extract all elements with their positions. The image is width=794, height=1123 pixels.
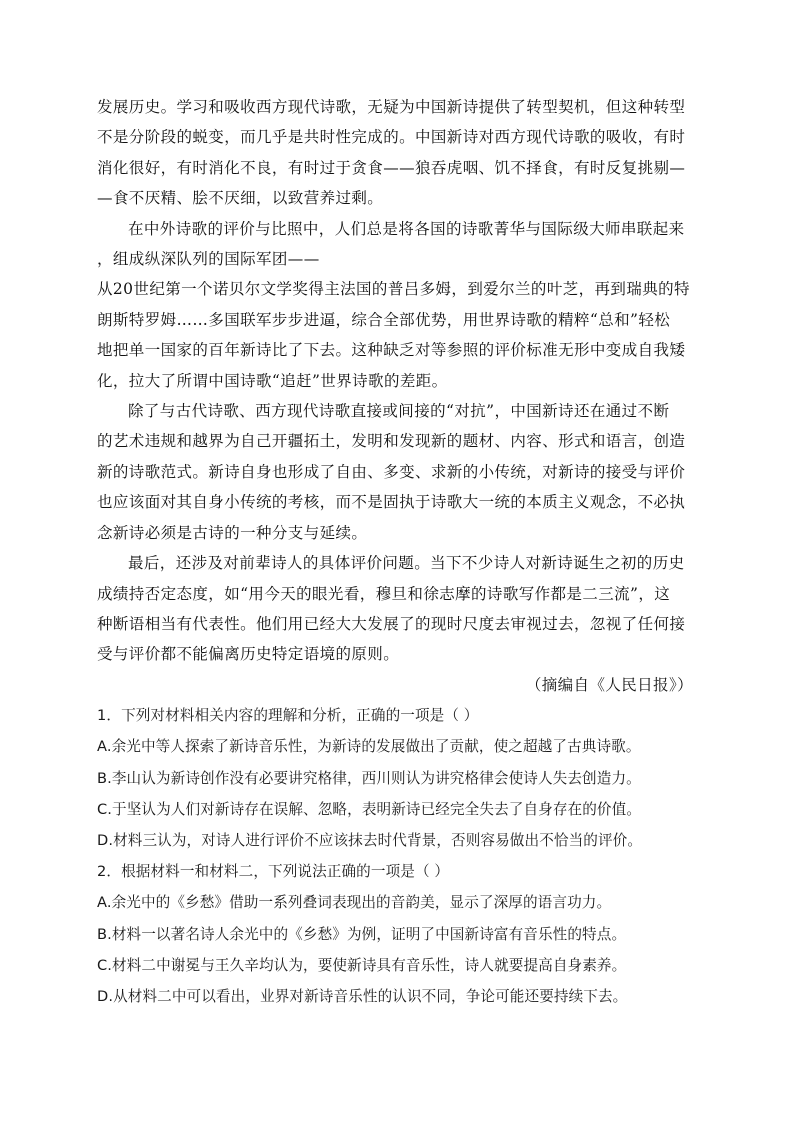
text-line: 消化很好，有时消化不良，有时过于贪食——狼吞虎咽、饥不择食，有时反复挑剔—	[97, 158, 686, 177]
text-line: ，组成纵深队列的国际军团——	[97, 250, 320, 269]
text-line	[97, 548, 693, 578]
text-line: 的艺术违规和越界为自己开疆拓土，发明和发现新的题材、内容、形式和语言，创造	[97, 432, 686, 451]
option-b: B.材料一以著名诗人余光中的《乡愁》为例，证明了中国新诗富有音乐性的特点。	[97, 925, 627, 943]
text-line: 地把单一国家的百年新诗比了下去。这种缺乏对等参照的评价标准无形中变成自我矮	[97, 341, 686, 360]
option-a: A.余光中的《乡愁》借助一系列叠词表现出的音韵美，显示了深厚的语言功力。	[97, 894, 612, 912]
text-line-content: 在中外诗歌的评价与比照中，人们总是将各国的诗歌菁华与国际级大师串联起来	[128, 219, 685, 238]
source-citation: （摘编自《人民日报》）	[525, 675, 693, 694]
paragraph-2	[97, 214, 693, 396]
question-stem: 1．下列对材料相关内容的理解和分析，正确的一项是（ ）	[97, 707, 479, 725]
text-line: 发展历史。学习和吸收西方现代诗歌，无疑为中国新诗提供了转型契机，但这种转型	[97, 98, 686, 116]
text-line: 不是分阶段的蜕变，而几乎是共时性完成的。中国新诗对西方现代诗歌的吸收，有时	[97, 128, 686, 147]
option-d: D.从材料二中可以看出，业界对新诗音乐性的认识不同，争论可能还要持续下去。	[97, 987, 628, 1005]
text-line-content: 除了与古代诗歌、西方现代诗歌直接或间接的“对抗”，中国新诗还在通过不断	[128, 402, 670, 421]
text-line	[97, 396, 693, 426]
document-page	[97, 92, 693, 1012]
paragraph-4	[97, 548, 693, 670]
text-line	[97, 214, 693, 244]
option-c: C.于坚认为人们对新诗存在误解、忽略，表明新诗已经完全失去了自身存在的价值。	[97, 800, 642, 818]
text-line-content: 最后，还涉及对前辈诗人的具体评价问题。当下不少诗人对新诗诞生之初的历史	[128, 554, 685, 573]
text-line: 新的诗歌范式。新诗自身也形成了自由、多变、求新的小传统，对新诗的接受与评价	[97, 462, 686, 481]
text-line: 也应该面对其自身小传统的考核，而不是固执于诗歌大一统的本质主义观念，不必执	[97, 493, 686, 512]
text-line: 成绩持否定态度，如“用今天的眼光看，穆旦和徐志摩的诗歌写作都是二三流”，这	[97, 584, 671, 603]
text-line: 化，拉大了所谓中国诗歌“追赶”世界诗歌的差距。	[97, 371, 448, 390]
text-line: 受与评价都不能偏离历史特定语境的原则。	[97, 645, 400, 664]
paragraph-1	[97, 92, 693, 214]
option-d: D.材料三认为，对诗人进行评价不应该抹去时代背景，否则容易做出不恰当的评价。	[97, 831, 643, 849]
text-line: —食不厌精、脍不厌细，以致营养过剩。	[97, 189, 384, 208]
text-line: 念新诗必须是古诗的一种分支与延续。	[97, 523, 368, 542]
option-c: C.材料二中谢冕与王久辛均认为，要使新诗具有音乐性，诗人就要提高自身素养。	[97, 956, 627, 974]
option-b: B.李山认为新诗创作没有必要讲究格律，西川则认为讲究格律会使诗人失去创造力。	[97, 769, 641, 787]
text-line: 种断语相当有代表性。他们用已经大大发展了的现时尺度去审视过去，忽视了任何接	[97, 614, 686, 633]
paragraph-3	[97, 396, 693, 548]
text-line: 朗斯特罗姆……多国联军步步进逼，综合全部优势，用世界诗歌的精粹“总和”轻松	[97, 310, 671, 329]
question-2	[97, 856, 693, 1012]
text-line: 从20世纪第一个诺贝尔文学奖得主法国的普吕多姆，到爱尔兰的叶芝，再到瑞典的特	[97, 280, 690, 299]
question-stem: 2．根据材料一和材料二，下列说法正确的一项是（ ）	[97, 863, 450, 881]
question-1	[97, 700, 693, 856]
option-a: A.余光中等人探索了新诗音乐性，为新诗的发展做出了贡献，使之超越了古典诗歌。	[97, 738, 641, 756]
